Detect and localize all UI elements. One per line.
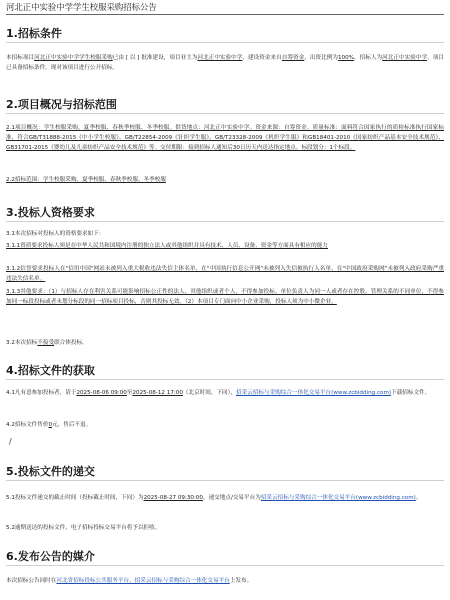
divider [6,113,444,114]
platform-link[interactable]: 招采云招标与采购综合一体化交易平台(www.zcbidding.com) [236,390,392,396]
late-submission-note: 5.2逾期送达的投标文件，电子招标投标交易平台将予以拒收。 [6,525,161,531]
divider [6,42,444,43]
divider [6,221,444,222]
divider [6,379,444,380]
project-overview: 2.1项目概况：学生校服采购，夏季校服、春秋季校服、冬季校服。供货地点：河北正中实验中学。资金来源：自筹资金。质量标准：面料符合国家执行的质检标准执行国家标准，符合GB/T31888-2015《中小学生校服》、GB/T22854-2009《针织学生服》、GB/T23328-2009《机织学生服》和GB18401-2010《国家纺织产品基本安全技术规范》、GB31701-2015《婴幼儿及儿童纺织产品安全技术规范》等。交付期限：接到招标人通知后30日历天内送达指定地点。标段划分：1个标段。 [6,125,444,151]
consortium-policy: 3.2本次招标不接受联合体投标。 [6,340,88,346]
fund-source: 自筹资金 [281,55,305,61]
divider [6,565,444,566]
publication-platforms[interactable]: 河北省招标投标公共服务平台、招采云招标与采购综合一体化交易平台 [56,578,230,584]
stray-mark: / [9,437,12,446]
fund-ratio: 100% [337,55,354,61]
divider [6,480,444,481]
tender-scope: 2.2招标范围：学生校服采购，夏季校服、春秋季校服、冬季校服 [6,177,166,183]
document-acquisition: 4.1凡有意参加投标者，请于2025-08-06 09:00至2025-08-12 17:00（北京时间，下同），招采云招标与采购综合一体化交易平台(www.zcbidding.com)下载招标文件。 [6,390,431,396]
page-title: 河北正中实验中学学生校服采购招标公告 [6,2,444,15]
section-1-text: 本招标项目河北正中实验中学学生校服采购已由 [ 以 ] 批准建设，项目业主为河北正中实验中学，建设资金来自自筹资金，出资比例为100%，招标人为河北正中实验中学。项目已具备招标条件，现对该项目进行公开招标。 [6,55,444,71]
section-5-heading: 5.投标文件的递交 [6,465,95,478]
section-3-heading: 3.投标人资格要求 [6,206,95,219]
deadline-time: 2025-08-27 09:30:00 [143,495,203,501]
publication-media: 本次招标公告同时在河北省招标投标公共服务平台、招采云招标与采购综合一体化交易平台上发布。 [6,578,253,584]
acquisition-start: 2025-08-06 09:00 [76,390,127,396]
qualification-requirement: 3.1.1资质要求投标人须是在中华人民共和国境内注册的独立法人或其他组织并具有技术、人员、设备、资金等方面具有相应的能力 [6,243,328,249]
section-4-heading: 4.招标文件的获取 [6,364,95,377]
acquisition-end: 2025-08-12 17:00 [132,390,183,396]
other-requirements: 3.1.3其他要求：（1）与招标人存在利害关系可能影响招标公正性的法人、其他组织或者个人，不得参加投标。单位负责人为同一人或者存在控股、管理关系的不同单位，不得参加同一标段投标或者未划分标段的同一招标项目投标，否则其投标无效。（2）本项目专门面向中小企业采购，投标人须为中小微企业。 [6,289,444,305]
tenderer-name: 河北正中实验中学 [382,55,428,61]
section-6-heading: 6.发布公告的媒介 [6,550,95,563]
submission-platform-link[interactable]: 招采云招标与采购综合一体化交易平台(www.zcbidding.com) [260,495,416,501]
submission-deadline: 5.1投标文件递交的截止时间（投标截止时间，下同）为2025-08-27 09:30:00，递交地点/交易平台为招采云招标与采购综合一体化交易平台(www.zcbidding.com)。 [6,495,422,501]
section-2-heading: 2.项目概况与招标范围 [6,98,117,111]
document-price: 4.2招标文件售价0元，售后不退。 [6,422,92,428]
project-name: 河北正中实验中学学生校服采购 [34,55,113,61]
credit-requirement: 3.1.2信誉要求投标人在"信用中国"网站未被列入重大税收违法失信主体名单、在"中国执行信息公开网"未被列入失信被执行人名单、在"中国政府采购网"未被列入政府采购严重违法失信名单。 [6,266,444,282]
section-1-heading: 1.招标条件 [6,27,62,40]
project-owner: 河北正中实验中学 [197,55,243,61]
qualification-intro: 3.1本次招标对投标人的资格要求如下： [6,231,105,237]
